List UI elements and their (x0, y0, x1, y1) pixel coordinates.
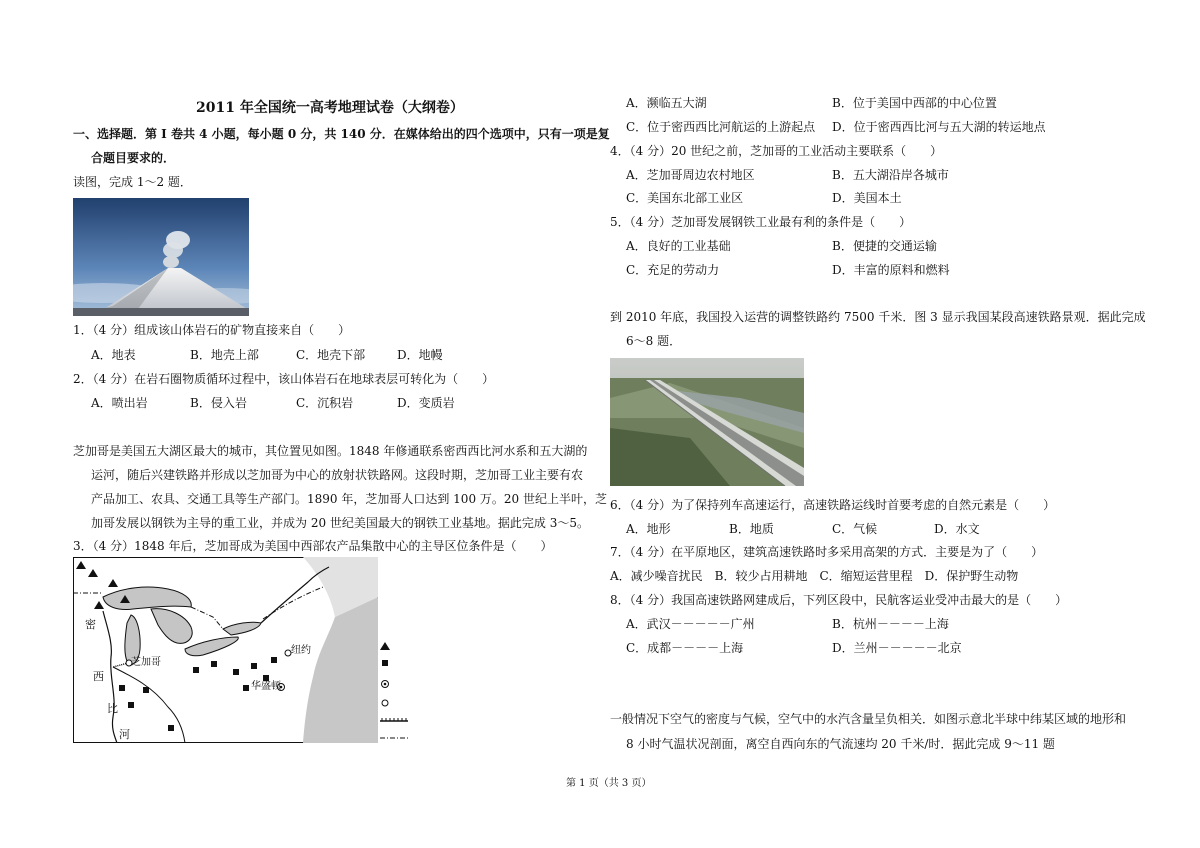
map-label-mississippi-4: 河 (119, 728, 130, 741)
q1-option-a[interactable]: A．地表 (91, 348, 136, 362)
volcano-photo-image (73, 198, 249, 316)
section-heading: 一、选择题．第 I 卷共 4 小题，每小题 0 分，共 140 分．在媒体给出的四个选项中，只有一项是复 (73, 127, 610, 141)
great-lakes-map (73, 557, 378, 743)
square-marker-icon (119, 685, 125, 691)
q3-option-d[interactable]: D．位于密西西比河与五大湖的转运地点 (832, 120, 1046, 134)
air-paragraph-line1: 一般情况下空气的密度与气候，空气中的水汽含量呈负相关．如图示意北半球中纬某区域的地形和 (610, 712, 1127, 726)
q2-option-d[interactable]: D．变质岩 (397, 396, 455, 410)
city-marker-icon (382, 700, 388, 706)
intro-q1-2: 读图，完成 1～2 题． (73, 175, 192, 189)
map-legend (380, 640, 450, 744)
chicago-paragraph-line3: 产品加工、农具、交通工具等生产部门。1890 年，芝加哥人口达到 100 万。20 世纪上半叶，芝 (91, 492, 607, 506)
q5-option-b[interactable]: B．便捷的交通运输 (832, 239, 937, 253)
map-label-newyork: 纽约 (291, 645, 311, 656)
rail-paragraph-line2: 6～8 题． (626, 334, 682, 348)
q5-option-d[interactable]: D．丰富的原料和燃料 (832, 263, 950, 277)
q6-option-c[interactable]: C．气候 (832, 522, 878, 536)
q4-stem: 4．（4 分）20 世纪之前，芝加哥的工业活动主要联系（ ） (610, 144, 943, 158)
map-label-washington: 华盛顿 (251, 681, 281, 692)
square-marker-icon (233, 669, 239, 675)
q6-option-a[interactable]: A．地形 (626, 522, 671, 536)
square-marker-icon (211, 661, 217, 667)
q2-option-b[interactable]: B．侵入岩 (190, 396, 247, 410)
air-paragraph-line2: 8 小时气温状况剖面，离空自西向东的气流速均 20 千米/时．据此完成 9～11 题 (626, 737, 1055, 751)
triangle-marker-icon (380, 642, 390, 650)
page-title: 2011 年全国统一高考地理试卷（大纲卷） (196, 100, 464, 116)
square-marker-icon (193, 667, 199, 673)
map-drawing (73, 557, 378, 743)
map-label-chicago: 芝加哥 (131, 657, 161, 668)
q2-stem: 2．（4 分）在岩石圈物质循环过程中，该山体岩石在地球表层可转化为（ ） (73, 372, 495, 386)
railway-illustration (610, 358, 804, 486)
q3-option-c[interactable]: C．位于密西西比河航运的上游起点 (626, 120, 816, 134)
map-label-mississippi-1: 密 (85, 618, 96, 631)
q8-option-d[interactable]: D．兰州－－－－－北京 (832, 641, 962, 655)
q4-option-c[interactable]: C．美国东北部工业区 (626, 191, 744, 205)
q8-option-b[interactable]: B．杭州－－－－上海 (832, 617, 949, 631)
q6-option-d[interactable]: D．水文 (934, 522, 980, 536)
q6-stem: 6．（4 分）为了保持列车高速运行，高速铁路运线时首要考虑的自然元素是（ ） (610, 498, 1056, 512)
q7-stem: 7．（4 分）在平原地区，建筑高速铁路时多采用高架的方式．主要是为了（ ） (610, 545, 1044, 559)
square-marker-icon (251, 663, 257, 669)
square-marker-icon (128, 702, 134, 708)
q1-stem: 1．（4 分）组成该山体岩石的矿物直接来自（ ） (73, 323, 351, 337)
q4-option-d[interactable]: D．美国本土 (832, 191, 902, 205)
q5-option-c[interactable]: C．充足的劳动力 (626, 263, 720, 277)
q5-stem: 5．（4 分）芝加哥发展钢铁工业最有利的条件是（ ） (610, 215, 912, 229)
map-label-mississippi-2: 西 (93, 670, 104, 683)
q3-option-b[interactable]: B．位于美国中西部的中心位置 (832, 96, 997, 110)
q8-option-c[interactable]: C．成都－－－－上海 (626, 641, 744, 655)
q8-stem: 8．（4 分）我国高速铁路网建成后，下列区段中，民航客运业受冲击最大的是（ ） (610, 593, 1068, 607)
q3-stem: 3．（4 分）1848 年后，芝加哥成为美国中西部农产品集散中心的主导区位条件是（ ） (73, 539, 553, 553)
q4-option-a[interactable]: A．芝加哥周边农村地区 (626, 168, 755, 182)
section-heading-cont: 合题目要求的． (91, 151, 176, 165)
page-footer: 第 1 页（共 3 页） (566, 778, 652, 789)
railway-photo-image (610, 358, 804, 486)
q4-option-b[interactable]: B．五大湖沿岸各城市 (832, 168, 949, 182)
rail-paragraph-line1: 到 2010 年底，我国投入运营的调整铁路约 7500 千米．图 3 显示我国某段高速铁路景观．据此完成 (610, 310, 1146, 324)
chicago-paragraph-line4: 加哥发展以钢铁为主导的重工业，并成为 20 世纪美国最大的钢铁工业基地。据此完成 3～5。 (91, 516, 589, 530)
square-marker-icon (168, 725, 174, 731)
chicago-paragraph-line1: 芝加哥是美国五大湖区最大的城市，其位置见如图。1848 年修通联系密西西比河水系和五大湖的 (73, 444, 588, 458)
q2-option-a[interactable]: A．喷出岩 (91, 396, 148, 410)
q5-option-a[interactable]: A．良好的工业基础 (626, 239, 731, 253)
map-label-mississippi-3: 比 (107, 702, 118, 715)
square-marker-icon (271, 657, 277, 663)
q7-options[interactable]: A．减少噪音扰民 B．较少占用耕地 C．缩短运营里程 D．保护野生动物 (610, 569, 1019, 583)
q1-option-c[interactable]: C．地壳下部 (296, 348, 366, 362)
volcano-illustration (73, 198, 249, 316)
square-marker-icon (382, 660, 388, 666)
q2-option-c[interactable]: C．沉积岩 (296, 396, 354, 410)
legend-symbols (380, 640, 450, 744)
q3-option-a[interactable]: A．濒临五大湖 (626, 96, 707, 110)
q6-option-b[interactable]: B．地质 (729, 522, 774, 536)
square-marker-icon (143, 687, 149, 693)
square-marker-icon (243, 685, 249, 691)
q8-option-a[interactable]: A．武汉－－－－－广州 (626, 617, 755, 631)
q1-option-d[interactable]: D．地幔 (397, 348, 443, 362)
chicago-paragraph-line2: 运河，随后兴建铁路并形成以芝加哥为中心的放射状铁路网。这段时期，芝加哥工业主要有农 (91, 468, 584, 482)
q1-option-b[interactable]: B．地壳上部 (190, 348, 259, 362)
